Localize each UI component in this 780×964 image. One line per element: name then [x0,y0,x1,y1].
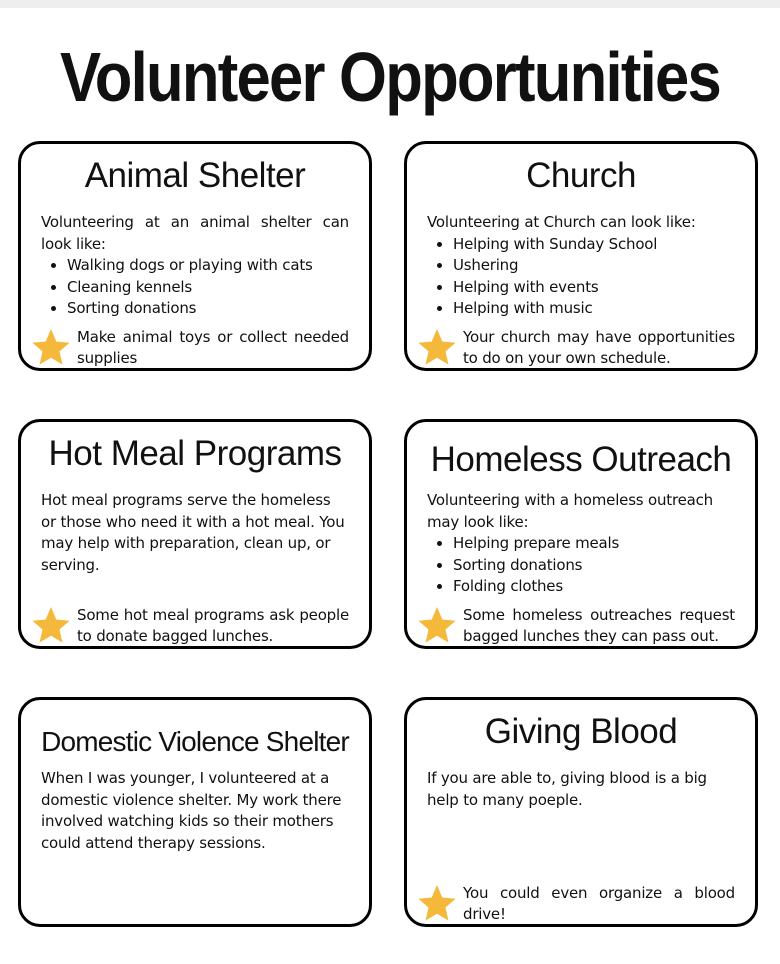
card-intro: When I was younger, I volunteered at a domestic violence shelter. My work there involved watching kids so their mothers could attend therapy sessions. [41,769,342,852]
card-title: Animal Shelter [84,156,306,195]
list-item: • Folding clothes [453,576,735,598]
card-title: Hot Meal Programs [48,434,342,473]
star-icon [31,605,71,645]
card-title: Homeless Outreach [430,440,732,479]
card-body [427,490,735,598]
card-tip [417,327,735,369]
list-item: • Helping with Sunday School [453,234,735,256]
card-list [427,533,735,598]
tip-text: Make animal toys or collect needed supplies [77,328,349,367]
card-homeless-outreach [404,419,758,649]
list-item: • Sorting donations [67,298,349,320]
card-intro: Volunteering at an animal shelter can look like: [41,213,349,253]
card-tip [31,605,349,647]
list-item: • Ushering [453,255,735,277]
card-intro: Volunteering with a homeless outreach may look like: [427,491,713,531]
card-hot-meal-programs [18,419,372,649]
card-tip [417,883,735,925]
tip-text: Some homeless outreaches request bagged lunches they can pass out. [463,606,735,645]
card-title: Giving Blood [484,712,678,751]
tip-text: Some hot meal programs ask people to donate bagged lunches. [77,606,349,645]
card-animal-shelter [18,141,372,371]
list-item: • Helping with events [453,277,735,299]
card-body [41,768,349,854]
list-item: • Helping prepare meals [453,533,735,555]
card-body [41,490,349,576]
card-giving-blood [404,697,758,927]
card-body [41,212,349,320]
star-icon [417,883,457,923]
top-bar [0,0,780,8]
card-intro: Hot meal programs serve the homeless or those who need it with a hot meal. You may help with preparation, clean up, or serving. [41,491,345,574]
card-title: Domestic Violence Shelter [41,726,349,757]
tip-text: Your church may have opportunities to do on your own schedule. [463,328,735,367]
card-church [404,141,758,371]
star-icon [417,605,457,645]
card-title: Church [526,156,636,195]
card-list [41,255,349,320]
list-item: • Helping with music [453,298,735,320]
tip-text: You could even organize a blood drive! [463,884,735,923]
card-body [427,768,735,811]
card-body [427,212,735,320]
card-list [427,234,735,320]
list-item: • Sorting donations [453,555,735,577]
star-icon [417,327,457,367]
list-item: • Cleaning kennels [67,277,349,299]
star-icon [31,327,71,367]
card-tip [417,605,735,647]
card-intro: Volunteering at Church can look like: [427,213,696,231]
card-tip [31,327,349,369]
card-intro: If you are able to, giving blood is a big help to many poeple. [427,769,707,809]
page-title: Volunteer Opportunities [60,38,720,116]
card-domestic-violence-shelter [18,697,372,927]
list-item: • Walking dogs or playing with cats [67,255,349,277]
